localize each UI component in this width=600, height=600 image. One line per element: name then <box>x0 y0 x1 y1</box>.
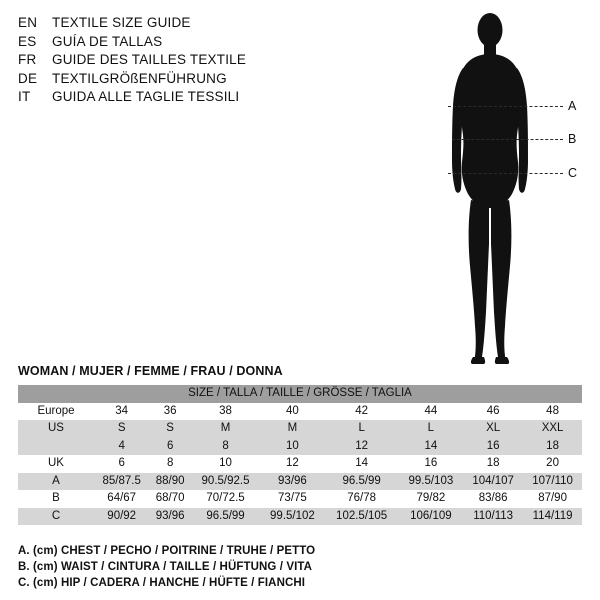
table-cell: 64/67 <box>94 490 149 508</box>
table-cell: 18 <box>523 438 582 456</box>
table-cell: 70/72.5 <box>191 490 260 508</box>
table-row <box>18 420 582 438</box>
language-code: FR <box>18 52 37 67</box>
table-cell: S <box>149 420 191 438</box>
size-table <box>18 385 582 525</box>
row-label: UK <box>18 455 94 473</box>
table-cell: 104/107 <box>463 473 523 491</box>
table-cell: 10 <box>260 438 325 456</box>
table-cell: 8 <box>191 438 260 456</box>
table-cell: 85/87.5 <box>94 473 149 491</box>
footnote-b: B. (cm) WAIST / CINTURA / TAILLE / HÜFTUNG / VITA <box>18 561 313 573</box>
measure-line-a <box>448 106 563 107</box>
language-header <box>18 14 318 107</box>
table-row <box>18 490 582 508</box>
table-cell: 14 <box>325 455 399 473</box>
table-cell: 46 <box>463 403 523 421</box>
language-row <box>18 70 318 89</box>
table-row <box>18 508 582 526</box>
table-cell: 88/90 <box>149 473 191 491</box>
measure-line-b <box>452 139 563 140</box>
table-cell: M <box>260 420 325 438</box>
section-title: WOMAN / MUJER / FEMME / FRAU / DONNA <box>18 364 283 378</box>
table-cell: 16 <box>399 455 464 473</box>
language-row <box>18 14 318 33</box>
table-cell: 14 <box>399 438 464 456</box>
row-label: A <box>18 473 94 491</box>
table-cell: 107/110 <box>523 473 582 491</box>
language-code: ES <box>18 33 37 49</box>
table-cell: 12 <box>325 438 399 456</box>
table-cell: S <box>94 420 149 438</box>
row-label: B <box>18 490 94 508</box>
table-cell: 48 <box>523 403 582 421</box>
table-cell: 73/75 <box>260 490 325 508</box>
table-row <box>18 455 582 473</box>
table-cell: 68/70 <box>149 490 191 508</box>
language-title: GUIDA ALLE TAGLIE TESSILI <box>52 89 240 104</box>
table-cell: XXL <box>523 420 582 438</box>
table-cell: 76/78 <box>325 490 399 508</box>
measure-label-c: C <box>568 166 578 180</box>
table-cell: 38 <box>191 403 260 421</box>
table-row <box>18 403 582 421</box>
table-cell: 6 <box>94 455 149 473</box>
table-cell: 20 <box>523 455 582 473</box>
measure-label-a: A <box>568 99 577 113</box>
table-cell: 42 <box>325 403 399 421</box>
table-cell: 114/119 <box>523 508 582 526</box>
table-cell: 106/109 <box>399 508 464 526</box>
language-row <box>18 88 318 107</box>
table-cell: 12 <box>260 455 325 473</box>
table-cell: L <box>399 420 464 438</box>
row-label <box>18 438 94 456</box>
table-cell: 96.5/99 <box>191 508 260 526</box>
table-cell: 16 <box>463 438 523 456</box>
table-cell: 40 <box>260 403 325 421</box>
table-cell: 36 <box>149 403 191 421</box>
measure-line-c <box>448 173 563 174</box>
size-table-container <box>18 385 582 525</box>
table-cell: 6 <box>149 438 191 456</box>
row-label: Europe <box>18 403 94 421</box>
table-cell: 90/92 <box>94 508 149 526</box>
table-cell: XL <box>463 420 523 438</box>
table-cell: 44 <box>399 403 464 421</box>
table-cell: 83/86 <box>463 490 523 508</box>
table-cell: 99.5/103 <box>399 473 464 491</box>
table-row <box>18 438 582 456</box>
language-code: IT <box>18 89 31 104</box>
table-cell: 93/96 <box>260 473 325 491</box>
table-row <box>18 473 582 491</box>
table-cell: 93/96 <box>149 508 191 526</box>
table-cell: 8 <box>149 455 191 473</box>
table-header-label: SIZE / TALLA / TAILLE / GRÖSSE / TAGLIA <box>18 385 582 403</box>
table-cell: 90.5/92.5 <box>191 473 260 491</box>
table-cell: 99.5/102 <box>260 508 325 526</box>
row-label: US <box>18 420 94 438</box>
figure-diagram <box>400 8 590 373</box>
footnote-c: C. (cm) HIP / CADERA / HANCHE / HÜFTE / FIANCHI <box>18 577 306 589</box>
table-cell: 110/113 <box>463 508 523 526</box>
language-title: GUIDE DES TAILLES TEXTILE <box>52 52 247 67</box>
language-row <box>18 33 318 52</box>
language-row <box>18 51 318 70</box>
table-cell: 96.5/99 <box>325 473 399 491</box>
footnote-a: A. (cm) CHEST / PECHO / POITRINE / TRUHE / PETTO <box>18 545 316 557</box>
table-cell: L <box>325 420 399 438</box>
table-cell: 10 <box>191 455 260 473</box>
table-cell: 79/82 <box>399 490 464 508</box>
table-cell: M <box>191 420 260 438</box>
language-title: TEXTILE SIZE GUIDE <box>52 15 191 30</box>
table-cell: 4 <box>94 438 149 456</box>
measure-label-b: B <box>568 132 577 146</box>
language-title: TEXTILGRÖßENFÜHRUNG <box>52 70 227 86</box>
female-silhouette-icon <box>430 8 550 373</box>
language-code: DE <box>18 70 38 86</box>
table-cell: 102.5/105 <box>325 508 399 526</box>
table-cell: 87/90 <box>523 490 582 508</box>
language-title: GUÍA DE TALLAS <box>52 33 163 49</box>
table-cell: 18 <box>463 455 523 473</box>
footnotes <box>18 543 578 591</box>
table-header-row <box>18 385 582 403</box>
language-code: EN <box>18 15 38 30</box>
row-label: C <box>18 508 94 526</box>
table-cell: 34 <box>94 403 149 421</box>
